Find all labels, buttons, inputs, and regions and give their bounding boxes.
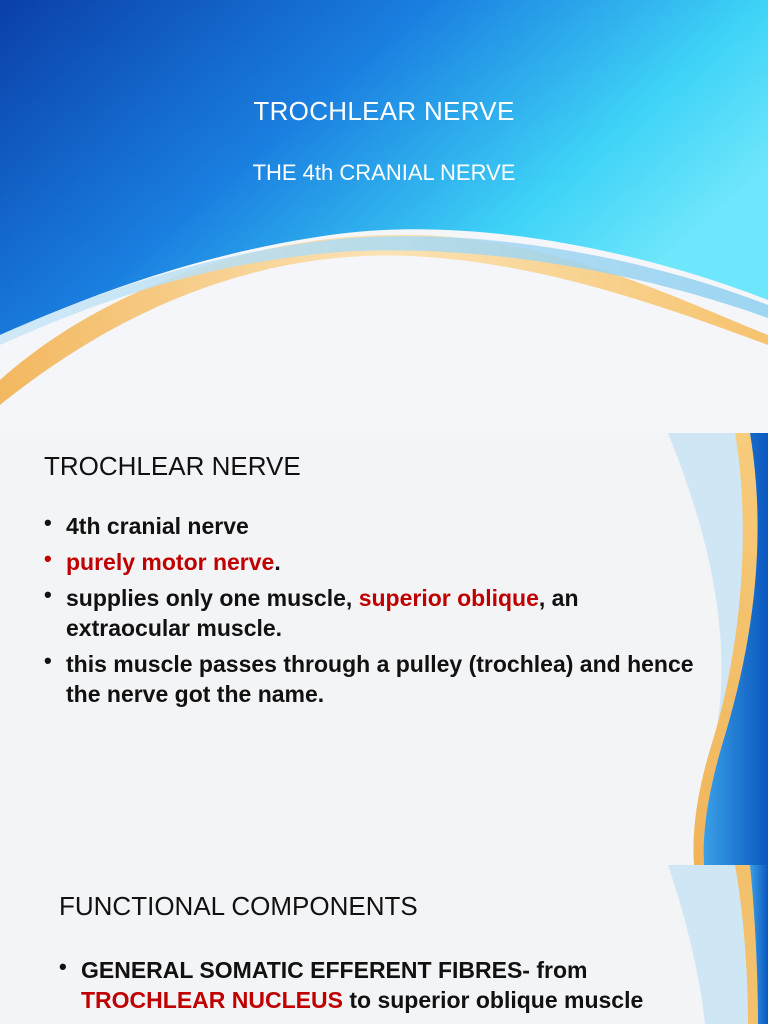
bullet-dot-icon: •	[44, 582, 52, 607]
bullet-text: this muscle passes through a pulley (trochlea) and hence the nerve got the name.	[66, 651, 694, 707]
bullet-text: to superior oblique muscle	[342, 987, 644, 1013]
bullet-dot-icon: •	[44, 546, 52, 571]
title-slide-background	[0, 0, 768, 433]
bullet-text: supplies only one muscle,	[66, 585, 359, 611]
bullet-list	[44, 511, 704, 715]
bullet-text: GENERAL SOMATIC EFFERENT FIBRES- from	[81, 957, 588, 983]
title-slide	[0, 0, 768, 433]
list-item	[59, 955, 679, 1015]
bullet-text: 4th cranial nerve	[66, 513, 249, 539]
bullet-text: , an extraocular muscle.	[66, 585, 579, 641]
bullet-highlight: TROCHLEAR NUCLEUS	[81, 987, 343, 1013]
list-item	[44, 649, 704, 709]
slide-heading: FUNCTIONAL COMPONENTS	[59, 891, 418, 921]
list-item	[44, 583, 704, 643]
slide-heading: TROCHLEAR NERVE	[44, 451, 301, 481]
content-slide-functional	[0, 865, 768, 1024]
list-item	[44, 547, 704, 577]
presentation-title: TROCHLEAR NERVE	[253, 96, 515, 126]
bullet-dot-icon: •	[44, 510, 52, 535]
bullet-dot-icon: •	[59, 954, 67, 979]
bullet-list	[59, 955, 679, 1021]
bullet-dot-icon: •	[44, 648, 52, 673]
content-slide-trochlear	[0, 433, 768, 865]
bullet-highlight: purely motor nerve	[66, 549, 275, 575]
bullet-text: .	[274, 549, 281, 575]
list-item	[44, 511, 704, 541]
bullet-highlight: superior oblique	[358, 585, 539, 611]
presentation-subtitle: THE 4th CRANIAL NERVE	[252, 160, 516, 185]
